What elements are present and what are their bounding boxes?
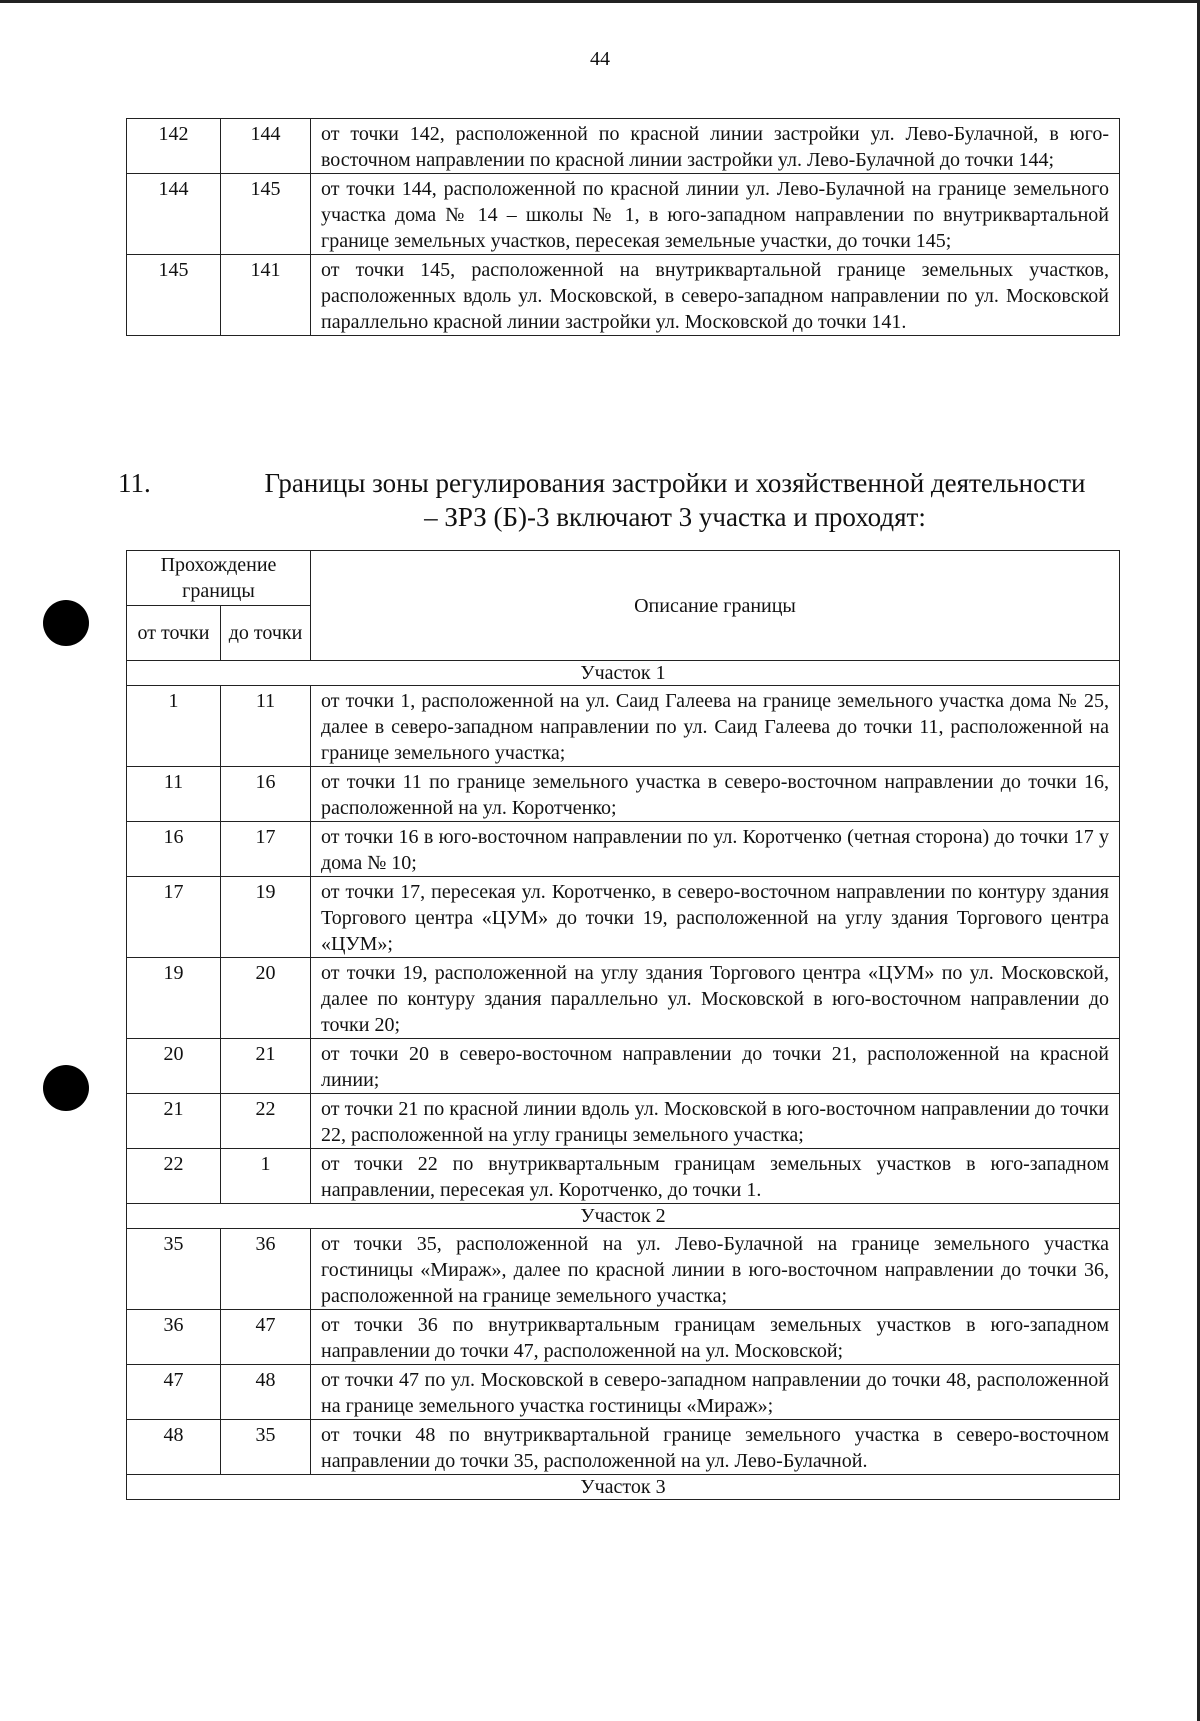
header-passage: Прохождение границы bbox=[127, 551, 311, 606]
to-point: 19 bbox=[221, 877, 311, 958]
to-point: 20 bbox=[221, 958, 311, 1039]
from-point: 47 bbox=[127, 1365, 221, 1420]
plot-label: Участок 3 bbox=[127, 1475, 1120, 1500]
boundary-description: от точки 22 по внутриквартальным границам земельных участков в юго-западном направлении, пересекая ул. Коротченко, до точки 1. bbox=[311, 1149, 1120, 1204]
to-point: 17 bbox=[221, 822, 311, 877]
boundary-description: от точки 1, расположенной на ул. Саид Галеева на границе земельного участка дома № 25, далее в северо-западном направлении по ул. Саид Галеева до точки 11, расположенной на границе земельного участка; bbox=[311, 686, 1120, 767]
table-row bbox=[127, 174, 1120, 255]
plot-label: Участок 1 bbox=[127, 661, 1120, 686]
from-point: 1 bbox=[127, 686, 221, 767]
from-point: 145 bbox=[127, 255, 221, 336]
section-title-line2: – ЗРЗ (Б)-3 включают 3 участка и проходят: bbox=[424, 502, 926, 532]
punch-hole bbox=[43, 1065, 89, 1111]
table-row bbox=[127, 1039, 1120, 1094]
boundary-description: от точки 48 по внутриквартальной границе земельного участка в северо-восточном направлении до точки 35, расположенной на ул. Лево-Булачной. bbox=[311, 1420, 1120, 1475]
table-row bbox=[127, 1094, 1120, 1149]
plot-row bbox=[127, 661, 1120, 686]
table-row bbox=[127, 1310, 1120, 1365]
table-row bbox=[127, 767, 1120, 822]
header-description: Описание границы bbox=[311, 551, 1120, 661]
plot-row bbox=[127, 1475, 1120, 1500]
from-point: 16 bbox=[127, 822, 221, 877]
table-row bbox=[127, 1229, 1120, 1310]
to-point: 48 bbox=[221, 1365, 311, 1420]
section-title-line1: Границы зоны регулирования застройки и хозяйственной деятельности bbox=[264, 468, 1086, 498]
page-number: 44 bbox=[590, 48, 610, 70]
table-row bbox=[127, 877, 1120, 958]
boundary-description: от точки 47 по ул. Московской в северо-западном направлении до точки 48, расположенной на границе земельного участка гостиницы «Мираж»; bbox=[311, 1365, 1120, 1420]
table-row bbox=[127, 686, 1120, 767]
to-point: 11 bbox=[221, 686, 311, 767]
punch-hole bbox=[43, 600, 89, 646]
boundary-description: от точки 144, расположенной по красной линии ул. Лево-Булачной на границе земельного участка дома № 14 – школы № 1, в юго-западном направлении по внутриквартальной границе земельных участков, пересекая земельные участки, до точки 145; bbox=[311, 174, 1120, 255]
from-point: 21 bbox=[127, 1094, 221, 1149]
to-point: 47 bbox=[221, 1310, 311, 1365]
boundary-description: от точки 16 в юго-восточном направлении по ул. Коротченко (четная сторона) до точки 17 у дома № 10; bbox=[311, 822, 1120, 877]
header-to: до точки bbox=[221, 606, 311, 661]
to-point: 21 bbox=[221, 1039, 311, 1094]
boundary-description: от точки 145, расположенной на внутриквартальной границе земельных участков, расположенных вдоль ул. Московской, в северо-западном направлении по ул. Московской параллельно красной линии застройки ул. Московской до точки 141. bbox=[311, 255, 1120, 336]
boundary-description: от точки 11 по границе земельного участка в северо-восточном направлении до точки 16, расположенной на ул. Коротченко; bbox=[311, 767, 1120, 822]
header-row bbox=[127, 551, 1120, 606]
table-row bbox=[127, 119, 1120, 174]
section-number: 11. bbox=[118, 468, 151, 498]
plot-row bbox=[127, 1204, 1120, 1229]
to-point: 145 bbox=[221, 174, 311, 255]
boundary-table-continued bbox=[126, 118, 1120, 336]
boundary-table bbox=[126, 550, 1120, 1500]
table-row bbox=[127, 1365, 1120, 1420]
scan-edge-top bbox=[0, 0, 1200, 3]
boundary-description: от точки 21 по красной линии вдоль ул. Московской в юго-восточном направлении до точки 22, расположенной на углу границы земельного участка; bbox=[311, 1094, 1120, 1149]
boundary-description: от точки 20 в северо-восточном направлении до точки 21, расположенной на красной линии; bbox=[311, 1039, 1120, 1094]
to-point: 22 bbox=[221, 1094, 311, 1149]
from-point: 11 bbox=[127, 767, 221, 822]
plot-label: Участок 2 bbox=[127, 1204, 1120, 1229]
from-point: 144 bbox=[127, 174, 221, 255]
to-point: 35 bbox=[221, 1420, 311, 1475]
from-point: 35 bbox=[127, 1229, 221, 1310]
header-from: от точки bbox=[127, 606, 221, 661]
from-point: 36 bbox=[127, 1310, 221, 1365]
boundary-description: от точки 142, расположенной по красной линии застройки ул. Лево-Булачной, в юго-восточном направлении по красной линии застройки ул. Лево-Булачной до точки 144; bbox=[311, 119, 1120, 174]
boundary-description: от точки 19, расположенной на углу здания Торгового центра «ЦУМ» по ул. Московской, далее по контуру здания параллельно ул. Московской в юго-восточном направлении до точки 20; bbox=[311, 958, 1120, 1039]
from-point: 17 bbox=[127, 877, 221, 958]
to-point: 16 bbox=[221, 767, 311, 822]
section-title bbox=[200, 466, 1150, 534]
boundary-description: от точки 35, расположенной на ул. Лево-Булачной на границе земельного участка гостиницы «Мираж», далее по красной линии в юго-восточном направлении до точки 36, расположенной на границе земельного участка; bbox=[311, 1229, 1120, 1310]
from-point: 142 bbox=[127, 119, 221, 174]
table-row bbox=[127, 822, 1120, 877]
to-point: 1 bbox=[221, 1149, 311, 1204]
table-row bbox=[127, 1149, 1120, 1204]
to-point: 141 bbox=[221, 255, 311, 336]
table-row bbox=[127, 255, 1120, 336]
to-point: 144 bbox=[221, 119, 311, 174]
boundary-description: от точки 17, пересекая ул. Коротченко, в северо-восточном направлении по контуру здания Торгового центра «ЦУМ» до точки 19, расположенной на углу здания Торгового центра «ЦУМ»; bbox=[311, 877, 1120, 958]
from-point: 22 bbox=[127, 1149, 221, 1204]
table-row bbox=[127, 958, 1120, 1039]
from-point: 48 bbox=[127, 1420, 221, 1475]
from-point: 20 bbox=[127, 1039, 221, 1094]
to-point: 36 bbox=[221, 1229, 311, 1310]
table-row bbox=[127, 1420, 1120, 1475]
boundary-description: от точки 36 по внутриквартальным границам земельных участков в юго-западном направлении до точки 47, расположенной на ул. Московской; bbox=[311, 1310, 1120, 1365]
from-point: 19 bbox=[127, 958, 221, 1039]
